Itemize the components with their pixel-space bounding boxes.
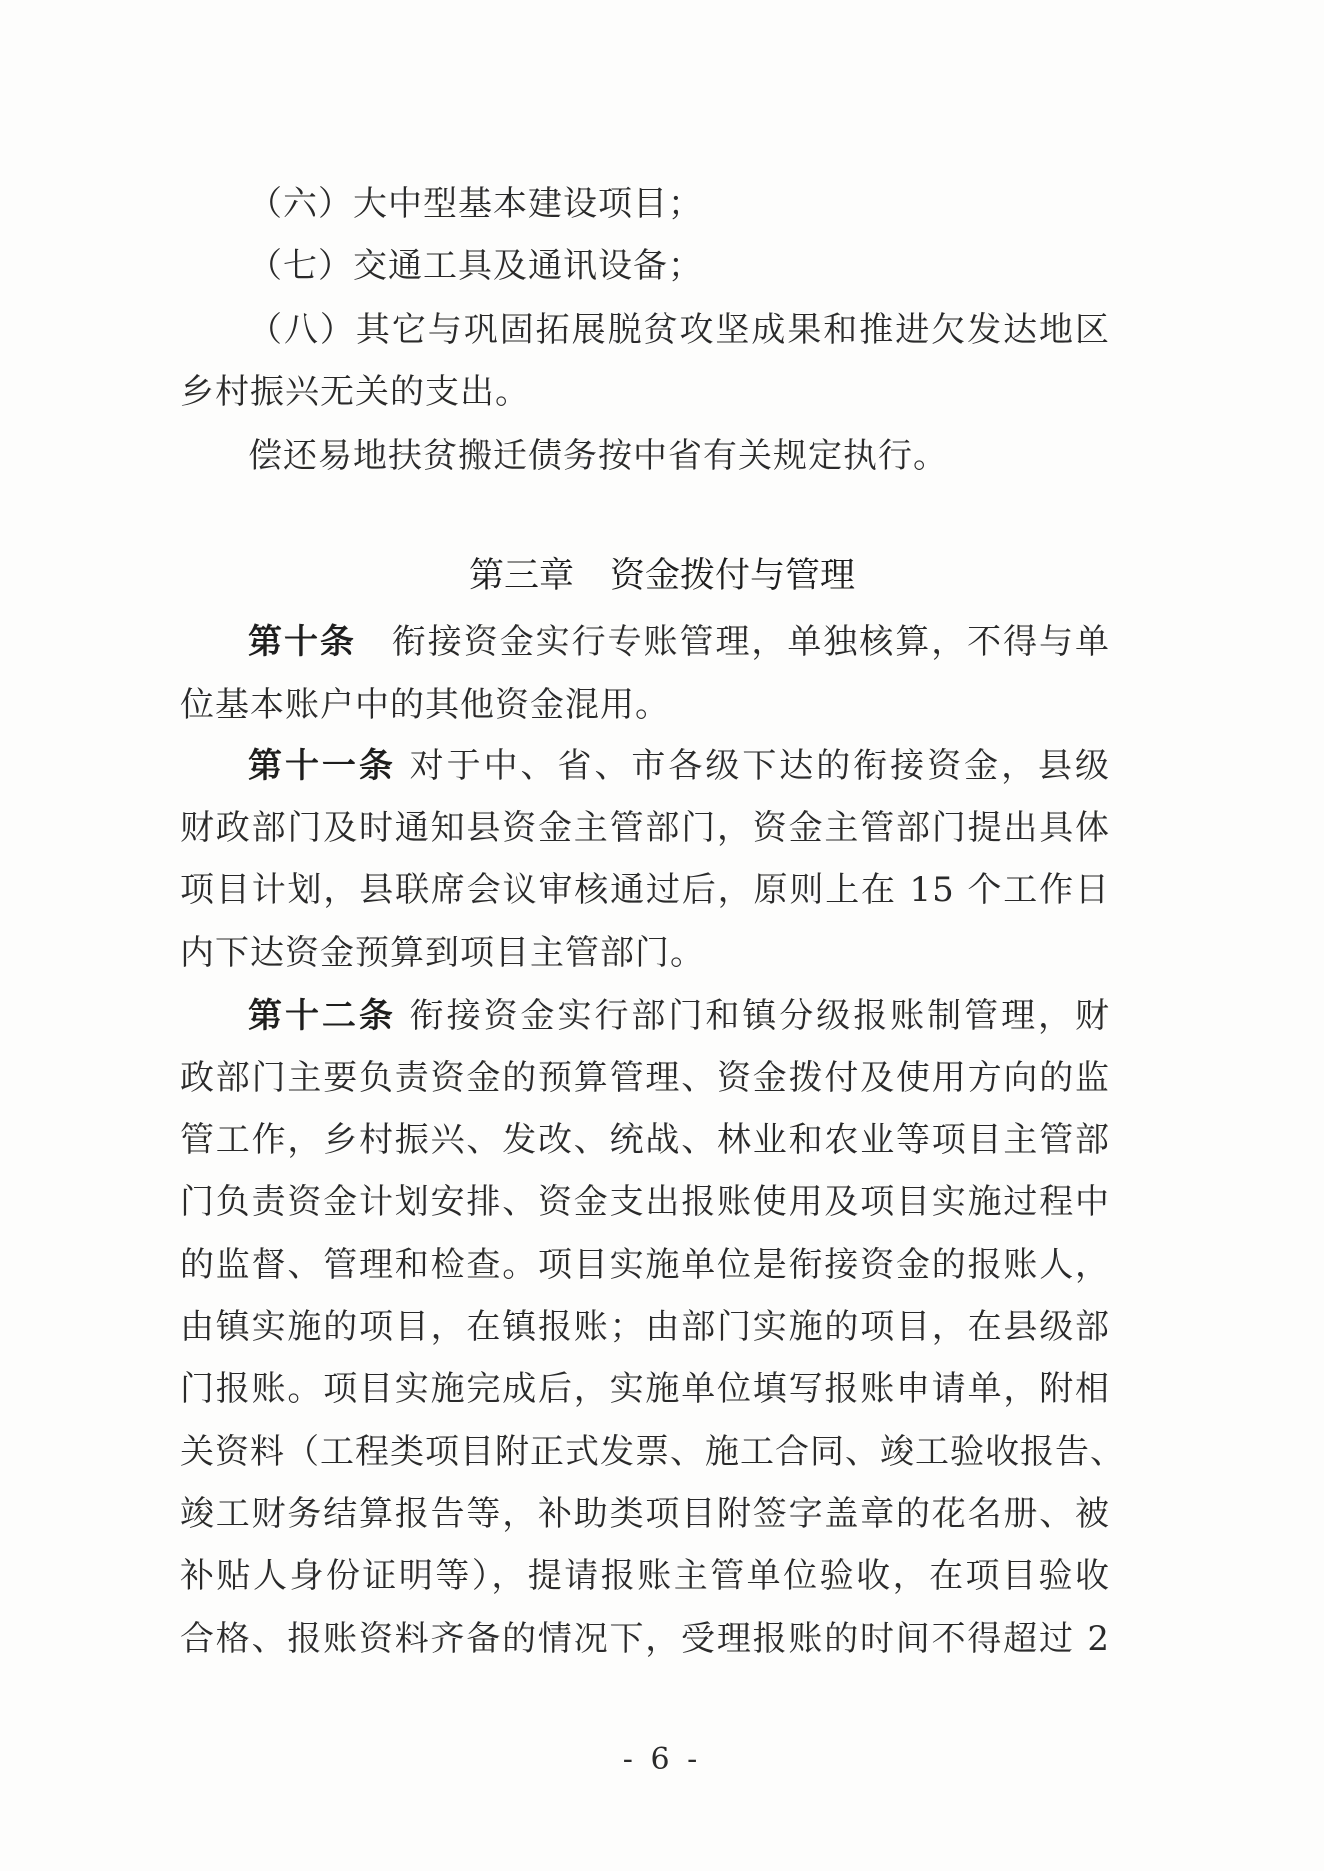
chapter-heading <box>0 556 1324 596</box>
article-12-line9: 竣工财务结算报告等，补助类项目附签字盖章的花名册、被 <box>180 1494 1110 1534</box>
article-12-line6: 由镇实施的项目，在镇报账；由部门实施的项目，在县级部 <box>180 1307 1110 1347</box>
article-11-line2: 财政部门及时通知县资金主管部门，资金主管部门提出具体 <box>180 808 1110 848</box>
article-12-line10: 补贴人身份证明等），提请报账主管单位验收，在项目验收 <box>180 1556 1110 1596</box>
article-12-line8: 关资料（工程类项目附正式发票、施工合同、竣工验收报告、 <box>180 1432 1125 1472</box>
article-11-label: 第十一条 <box>248 746 396 786</box>
article-12-line3: 管工作，乡村振兴、发改、统战、林业和农业等项目主管部 <box>180 1120 1110 1160</box>
article-12-line11: 合格、报账资料齐备的情况下，受理报账的时间不得超过 2 <box>180 1619 1110 1659</box>
page-number: - 6 - <box>622 1742 702 1777</box>
article-11-line3: 项目计划，县联席会议审核通过后，原则上在 15 个工作日 <box>180 870 1110 910</box>
article-10-line1: 第十条 衔接资金实行专账管理，单独核算，不得与单 <box>248 622 1111 662</box>
article-12-line5: 的监督、管理和检查。项目实施单位是衔接资金的报账人， <box>180 1245 1110 1285</box>
list-item-8-line2: 乡村振兴无关的支出。 <box>180 372 530 412</box>
list-item-8-line1: （八）其它与巩固拓展脱贫攻坚成果和推进欠发达地区 <box>248 310 1110 350</box>
article-10-line2: 位基本账户中的其他资金混用。 <box>180 685 670 725</box>
list-item-7: （七）交通工具及通讯设备； <box>248 246 703 286</box>
chapter-title: 资金拨付与管理 <box>610 556 856 596</box>
article-10-label: 第十条 <box>248 622 356 662</box>
article-12-line2: 政部门主要负责资金的预算管理、资金拨付及使用方向的监 <box>180 1058 1110 1098</box>
article-11-line1: 第十一条 对于中、省、市各级下达的衔接资金，县级 <box>248 746 1111 786</box>
article-12-line1: 第十二条 衔接资金实行部门和镇分级报账制管理，财 <box>248 996 1111 1036</box>
article-12-label: 第十二条 <box>248 996 396 1036</box>
article-12-line7: 门报账。项目实施完成后，实施单位填写报账申请单，附相 <box>180 1369 1110 1409</box>
relocation-debt-paragraph: 偿还易地扶贫搬迁债务按中省有关规定执行。 <box>248 436 948 476</box>
chapter-number: 第三章 <box>468 556 574 596</box>
article-12-line4: 门负责资金计划安排、资金支出报账使用及项目实施过程中 <box>180 1182 1110 1222</box>
list-item-6: （六）大中型基本建设项目； <box>248 184 703 224</box>
article-11-line4: 内下达资金预算到项目主管部门。 <box>180 933 705 973</box>
